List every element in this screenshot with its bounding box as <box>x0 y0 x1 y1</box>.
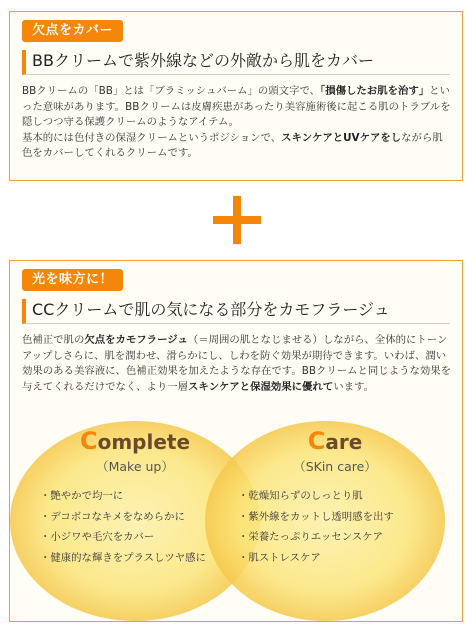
list-item: ・ デコボコなキメをなめらかに <box>40 507 206 528</box>
body-text: （＝周囲の肌となじませる）しながら、全体的にトーンアップしさらに、肌を潤わせ、滑らかにし、しわを防ぐ効果が期待できます。いわば、潤い効果のある美容液に、色補正効果を加えたような存在です。BBクリームと同じような効果を与えてくれるだけでなく、より一層 <box>22 334 452 393</box>
list-item: ・ 肌ストレスケア <box>238 548 394 569</box>
section-body <box>22 333 452 395</box>
plus-icon <box>213 196 261 244</box>
body-emphasis: 「損傷したお肌を治す」 <box>320 85 430 97</box>
body-text: 基本的には色付きの保湿クリームというポジションで、 <box>22 131 282 144</box>
body-emphasis: 欠点をカモフラージュ <box>84 334 188 346</box>
list-item: ・ 栄養たっぷりエッセンスケア <box>238 527 394 548</box>
list-item: ・ 乾燥知らずのしっとり肌 <box>238 486 394 507</box>
complete-title: Complete <box>79 427 191 455</box>
cc-cream-section <box>9 260 463 622</box>
list-item: ・ 健康的な輝きをプラスしツヤ感に <box>40 548 206 569</box>
section-tag: 欠点をカバー <box>22 20 123 42</box>
care-list <box>238 486 394 568</box>
body-emphasis: スキンケアと保湿効果に優れて <box>188 380 334 393</box>
section-heading: CCクリームで肌の気になる部分をカモフラージュ <box>22 299 450 324</box>
list-item: ・ 紫外線をカットし透明感を出す <box>238 507 394 528</box>
list-item: ・ 小ジワや毛穴をカバー <box>40 527 206 548</box>
body-text: BBクリームの「BB」とは「ブラミッシュバーム」の頭文字で、 <box>22 85 321 97</box>
body-text: といった意味があります。BBクリームは皮膚疾患があったり美容施術後に起こる肌のトラブルを隠しつつ守る保護クリームのようなアイテム。 <box>22 85 451 128</box>
complete-list <box>40 486 206 568</box>
care-title: Care <box>307 427 363 455</box>
body-text: ながら肌色をカバーしてくれるクリームです。 <box>22 131 443 159</box>
body-text: 色補正で肌の <box>22 334 85 346</box>
section-heading: BBクリームで紫外線などの外敵から肌をカバー <box>22 50 450 75</box>
care-subtitle: （SKin care） <box>293 459 377 474</box>
body-text: います。 <box>333 380 374 393</box>
bb-cream-section <box>9 11 463 181</box>
section-tag: 光を味方に！ <box>22 269 123 291</box>
section-body <box>22 84 452 162</box>
complete-subtitle: （Make up） <box>96 459 174 474</box>
body-emphasis: スキンケアとUVケアをし <box>281 131 402 144</box>
list-item: ・ 艶やかで均一に <box>40 486 206 507</box>
